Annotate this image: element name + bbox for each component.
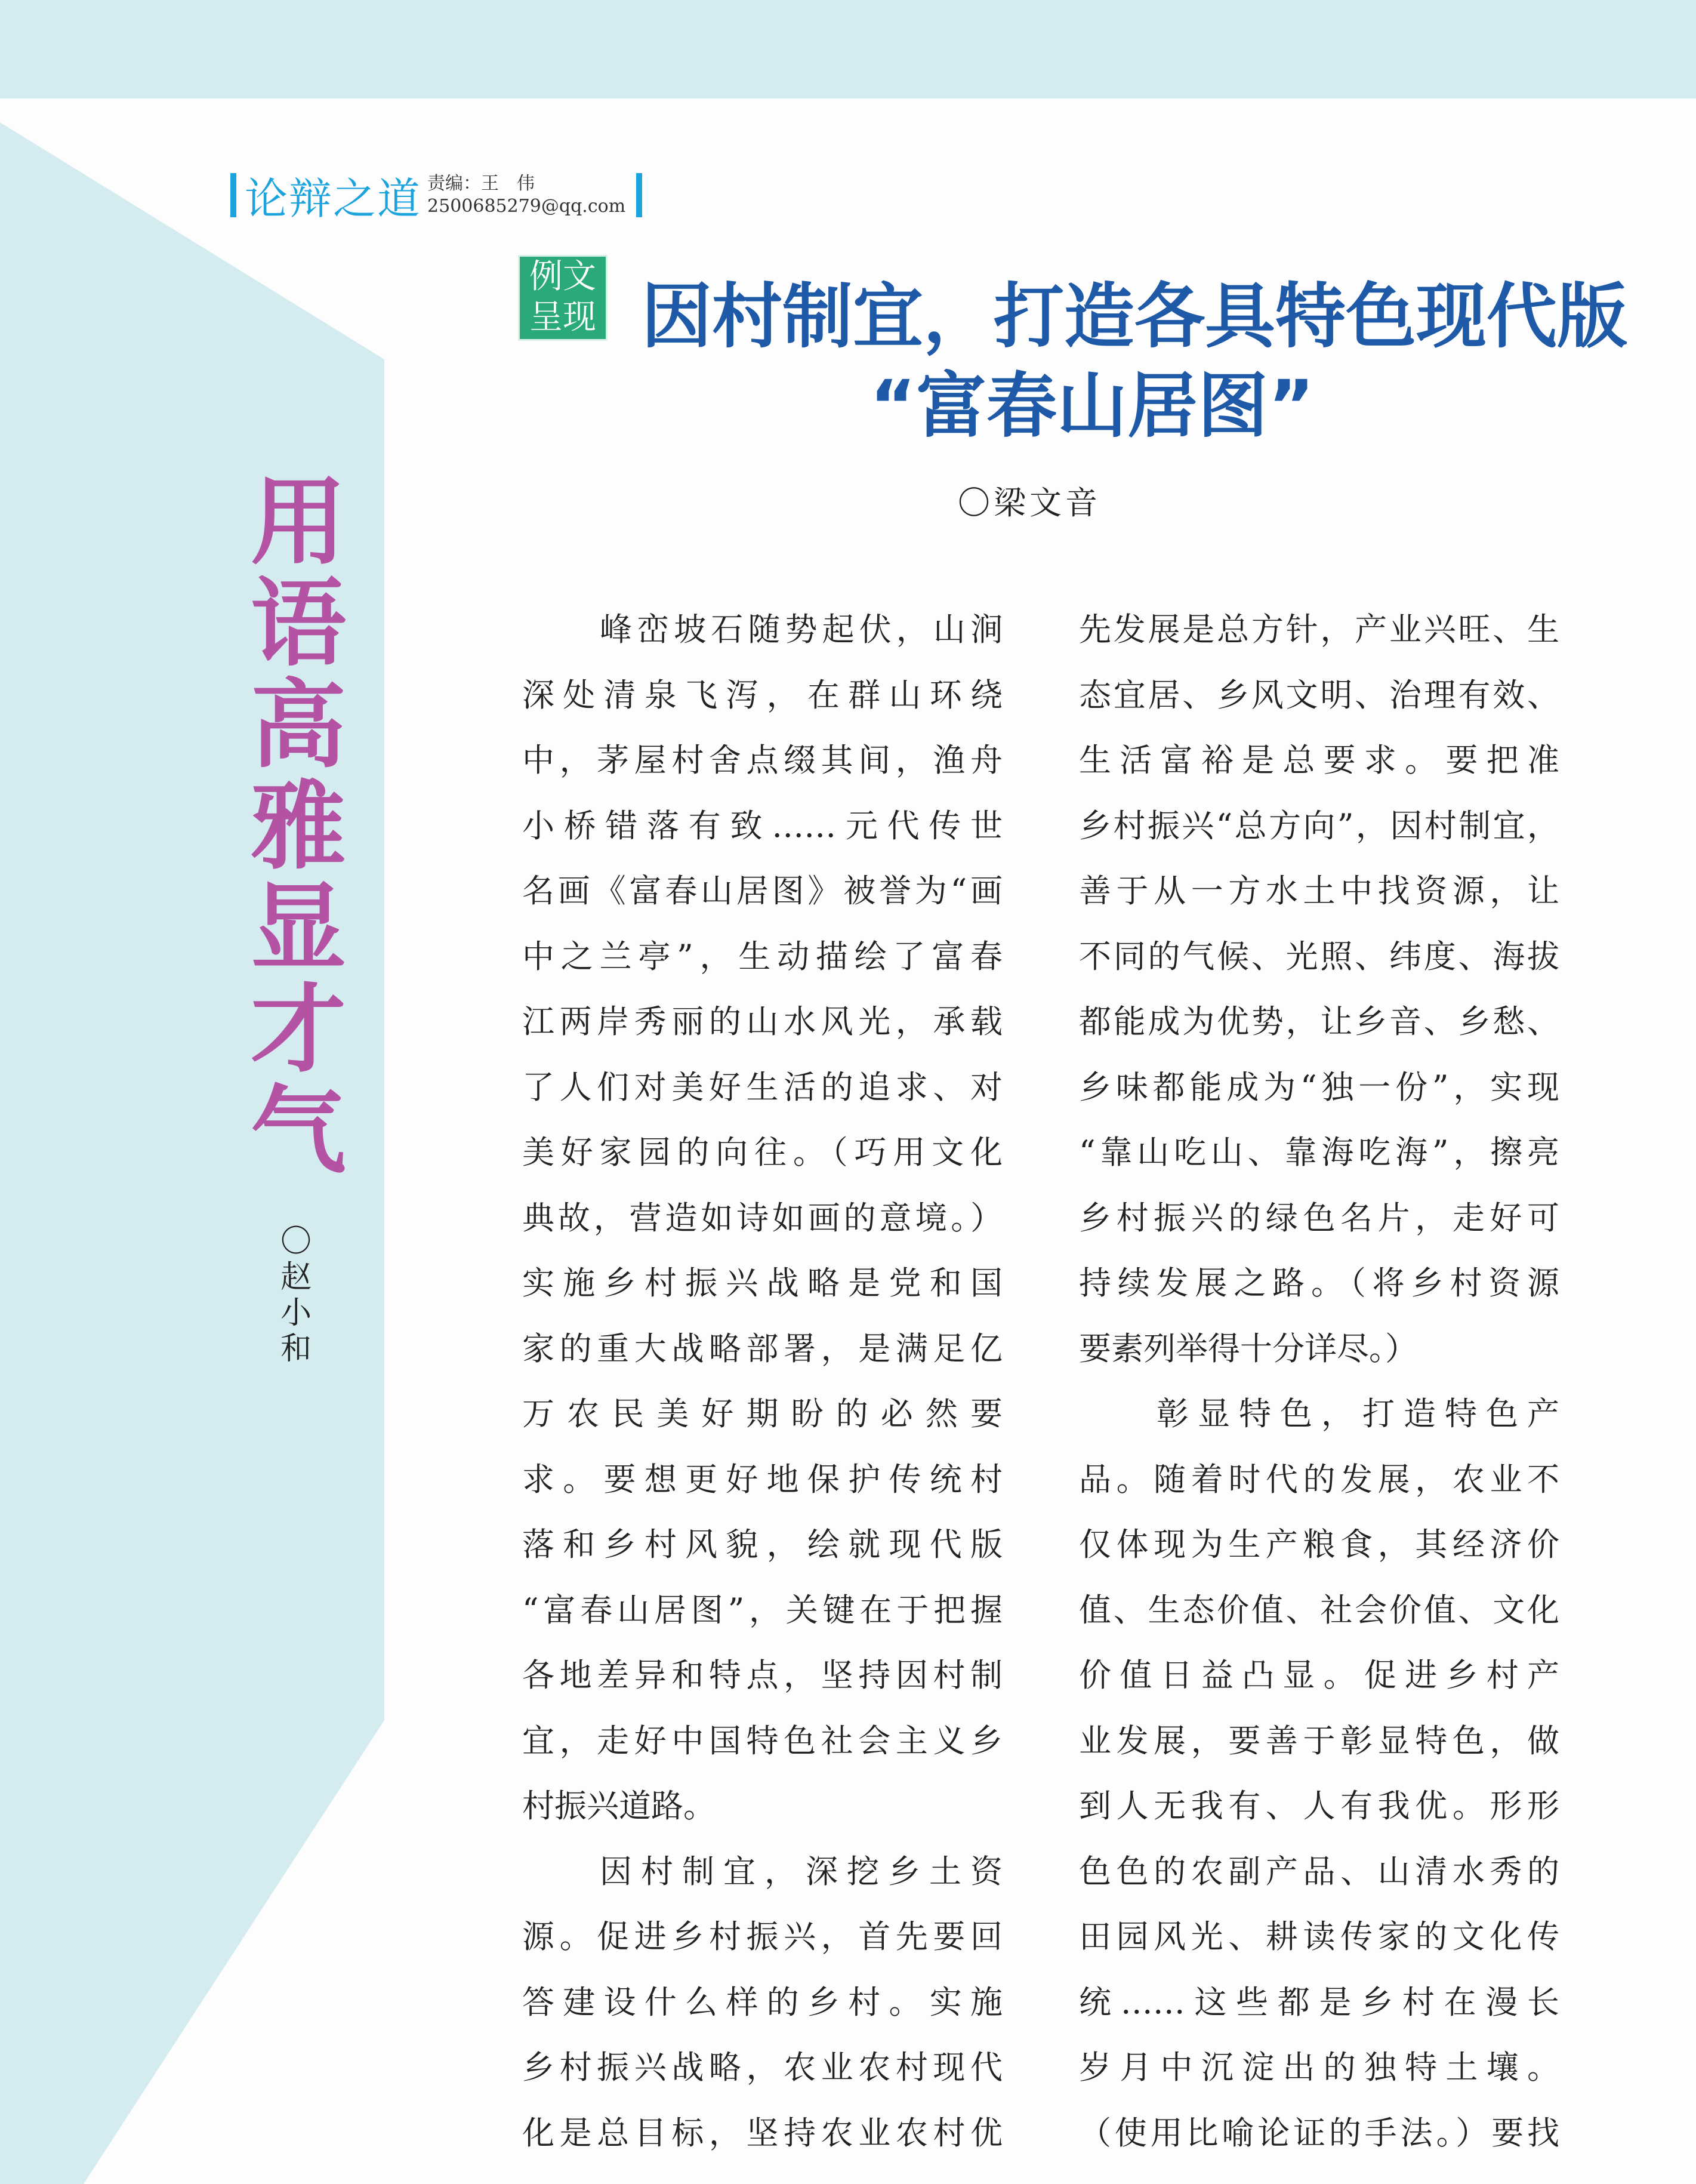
body-line: 不同的气候、光照、纬度、海拔 xyxy=(1079,937,1559,975)
body-line: 值、生态价值、社会价值、文化 xyxy=(1079,1591,1559,1629)
editor-name: 责编：王 伟 xyxy=(427,173,535,194)
body-line: 要素列举得十分详尽。） xyxy=(1079,1329,1417,1367)
body-line: 落和乡村风貌，绘就现代版 xyxy=(522,1526,1003,1563)
title-line1: 因村制宜，打造各具特色现代版 xyxy=(642,275,1628,358)
body-line: 求。要想更好地保护传统村 xyxy=(522,1460,1003,1498)
body-line: 持续发展之路。（将乡村资源 xyxy=(1079,1264,1559,1302)
body-line: 乡村振兴“总方向”，因村制宜， xyxy=(1079,806,1559,845)
body-line: 峰峦坡石随势起伏，山涧 xyxy=(600,611,1003,648)
column-name: 论辩之道 xyxy=(245,174,422,224)
badge-line2: 呈现 xyxy=(529,298,596,337)
body-line: 中之兰亭”，生动描绘了富春 xyxy=(522,937,1003,975)
body-line: 价值日益凸显。促进乡村产 xyxy=(1079,1656,1559,1694)
body-line: 村振兴道路。 xyxy=(522,1787,716,1825)
body-line: 实施乡村振兴战略是党和国 xyxy=(522,1264,1003,1302)
body-line: 化是总目标，坚持农业农村优 xyxy=(522,2114,1003,2152)
body-line: 江两岸秀丽的山水风光，承载 xyxy=(522,1003,1003,1040)
body-line: 岁月中沉淀出的独特土壤。 xyxy=(1079,2049,1559,2086)
body-line: 典故，营造如诗如画的意境。） xyxy=(522,1199,1003,1237)
body-line: 品。随着时代的发展，农业不 xyxy=(1079,1460,1559,1498)
sidebar-title: 用语高雅显才气 xyxy=(250,466,346,1187)
editor-email: 2500685279@qq.com xyxy=(427,196,626,217)
body-line: 先发展是总方针，产业兴旺、生 xyxy=(1079,611,1559,648)
body-line: 家的重大战略部署，是满足亿 xyxy=(522,1329,1003,1367)
header-bar-left xyxy=(230,173,236,217)
article-author: 〇梁文音 xyxy=(958,484,1101,522)
body-line: 善于从一方水土中找资源，让 xyxy=(1079,872,1559,910)
body-column-1 xyxy=(522,597,1003,2165)
body-line: 美好家园的向往。（巧用文化 xyxy=(522,1133,1003,1171)
body-line: 乡村振兴的绿色名片，走好可 xyxy=(1079,1199,1559,1237)
body-line: “靠山吃山、靠海吃海”，擦亮 xyxy=(1079,1133,1559,1171)
body-line: 业发展，要善于彰显特色，做 xyxy=(1079,1721,1559,1760)
body-line: 都能成为优势，让乡音、乡愁、 xyxy=(1079,1003,1559,1040)
body-line: 源。促进乡村振兴，首先要回 xyxy=(522,1918,1003,1955)
body-line: 深处清泉飞泻，在群山环绕 xyxy=(522,676,1003,714)
column-header xyxy=(227,170,646,224)
title-line2: “富春山居图” xyxy=(869,365,1315,447)
body-line: 万农民美好期盼的必然要 xyxy=(522,1395,1003,1433)
body-line: 彰显特色，打造特色产 xyxy=(1157,1395,1559,1433)
example-badge xyxy=(518,255,608,341)
body-line: 中，茅屋村舍点缀其间，渔舟 xyxy=(522,741,1003,779)
body-line: 乡村振兴战略，农业农村现代 xyxy=(522,2049,1003,2086)
body-line: 小桥错落有致……元代传世 xyxy=(522,806,1003,845)
body-line: 各地差异和特点，坚持因村制 xyxy=(522,1656,1003,1694)
body-line: 生活富裕是总要求。要把准 xyxy=(1079,741,1559,779)
body-line: 宜，走好中国特色社会主义乡 xyxy=(522,1721,1003,1760)
body-line: 统……这些都是乡村在漫长 xyxy=(1079,1983,1559,2021)
body-line: 因村制宜，深挖乡土资 xyxy=(600,1852,1003,1890)
body-line: 乡味都能成为“独一份”，实现 xyxy=(1079,1068,1559,1106)
body-line: 田园风光、耕读传家的文化传 xyxy=(1079,1918,1559,1955)
editor-info xyxy=(427,172,625,218)
article-title xyxy=(642,272,1628,451)
body-line: 答建设什么样的乡村。实施 xyxy=(522,1983,1003,2021)
body-line: （使用比喻论证的手法。）要找 xyxy=(1079,2114,1559,2152)
body-line: 仅体现为生产粮食，其经济价 xyxy=(1079,1526,1559,1563)
body-line: 色色的农副产品、山清水秀的 xyxy=(1079,1852,1559,1890)
body-column-2 xyxy=(1079,597,1559,2165)
body-line: 态宜居、乡风文明、治理有效、 xyxy=(1079,676,1559,714)
header-bar-right xyxy=(636,173,642,217)
body-line: 到人无我有、人有我优。形形 xyxy=(1079,1787,1559,1825)
body-line: 了人们对美好生活的追求、对 xyxy=(522,1068,1003,1106)
sidebar-author: 〇赵小和 xyxy=(280,1224,312,1367)
body-line: “富春山居图”，关键在于把握 xyxy=(522,1591,1003,1629)
body-line: 名画《富春山居图》被誉为“画 xyxy=(522,872,1003,910)
badge-line1: 例文 xyxy=(529,257,596,296)
